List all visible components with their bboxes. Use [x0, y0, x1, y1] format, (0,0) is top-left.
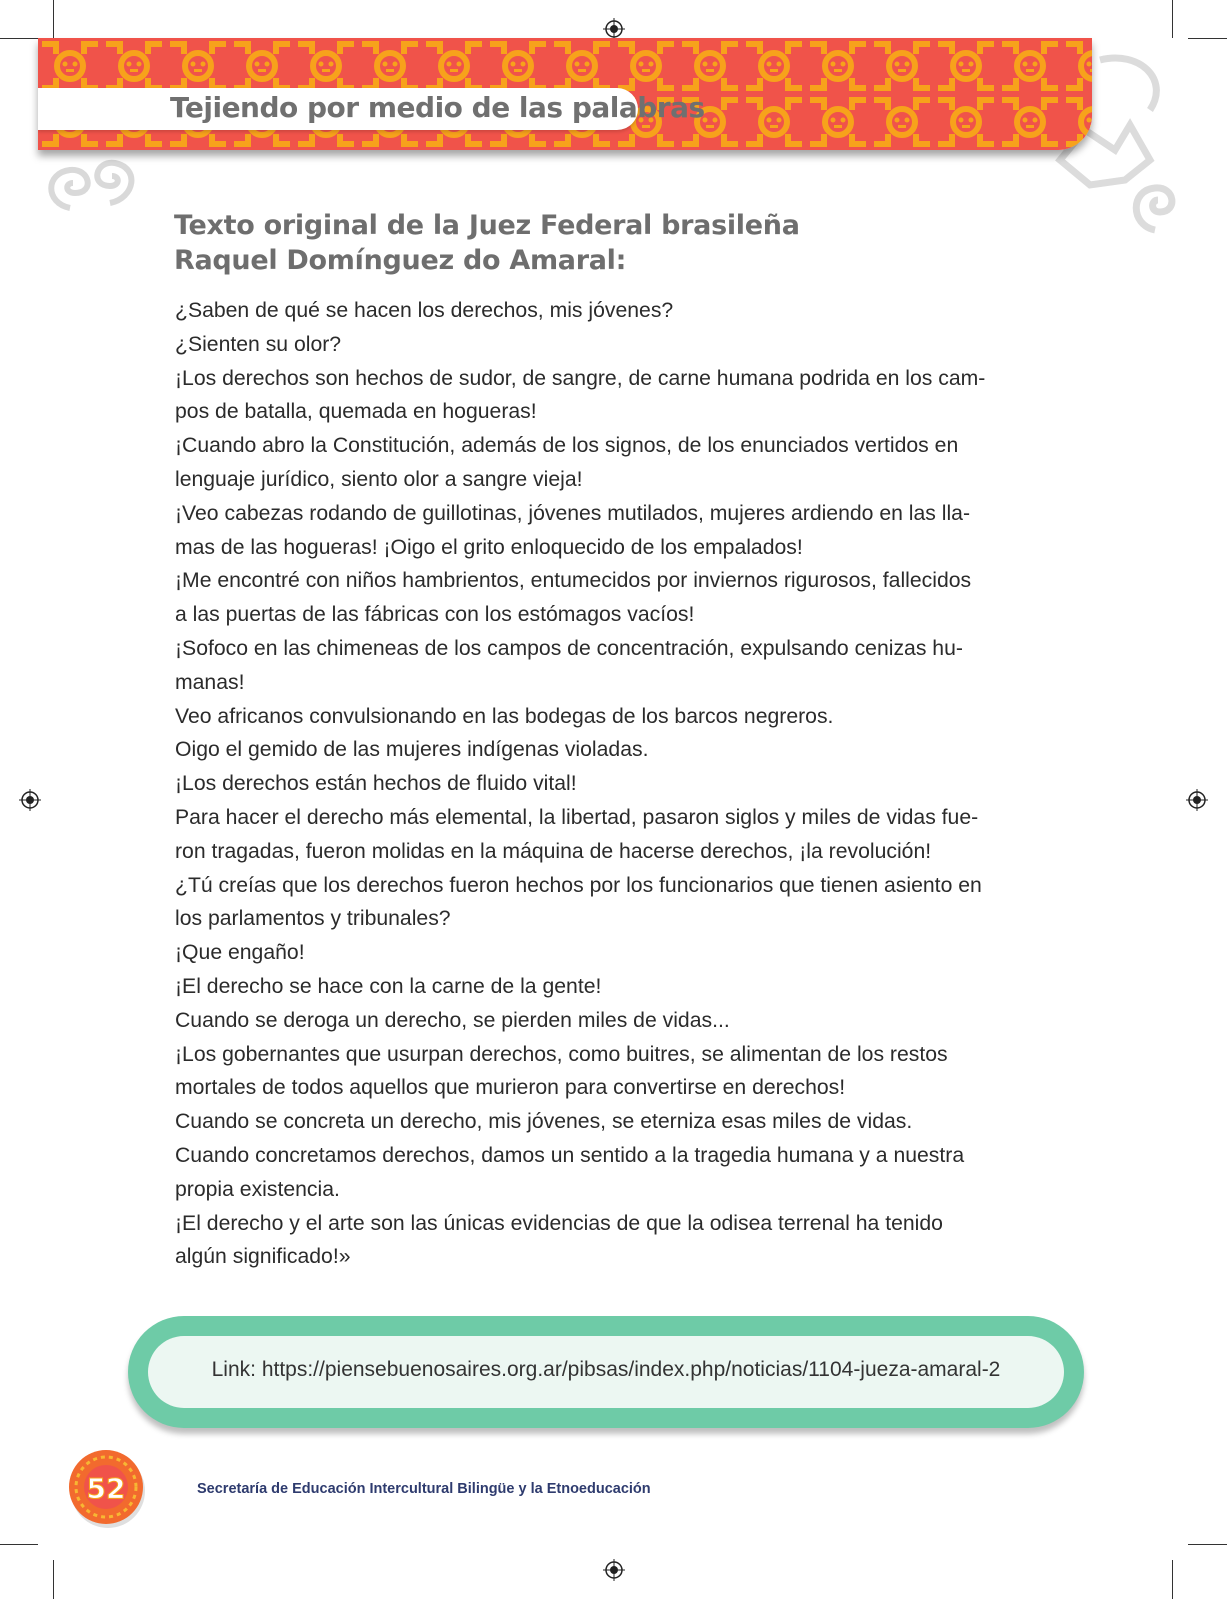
body-line: pos de batalla, quemada en hogueras!	[175, 400, 537, 424]
body-line: Veo africanos convulsionando en las bodegas de los barcos negreros.	[175, 704, 834, 728]
link-box	[128, 1316, 1084, 1428]
crop-mark	[1188, 1544, 1227, 1545]
body-line: Cuando se concreta un derecho, mis jóvenes, se eterniza esas miles de vidas.	[175, 1110, 913, 1134]
crop-mark	[53, 1560, 54, 1599]
body-line: lenguaje jurídico, siento olor a sangre vieja!	[175, 467, 583, 491]
body-line: ¡Veo cabezas rodando de guillotinas, jóvenes mutilados, mujeres ardiendo en las lla-	[175, 501, 971, 525]
footer-publisher: Secretaría de Educación Intercultural Bilingüe y la Etnoeducación	[197, 1481, 651, 1497]
body-line: ¡El derecho y el arte son las únicas evidencias de que la odisea terrenal ha tenido	[175, 1211, 943, 1235]
body-line: Cuando concretamos derechos, damos un sentido a la tragedia humana y a nuestra	[175, 1143, 965, 1167]
body-line: ¿Tú creías que los derechos fueron hechos por los funcionarios que tienen asiento en	[175, 873, 982, 897]
page-number: 52	[86, 1472, 126, 1505]
body-line: mortales de todos aquellos que murieron para convertirse en derechos!	[175, 1076, 846, 1100]
article-heading	[174, 208, 874, 278]
article-body	[175, 294, 1045, 1274]
heading-line: Raquel Domínguez do Amaral:	[174, 245, 627, 276]
crop-mark	[1188, 38, 1227, 39]
registration-mark-icon	[603, 18, 625, 40]
body-line: mas de las hogueras! ¡Oigo el grito enloquecido de los empalados!	[175, 535, 803, 559]
body-line: ¡Que engaño!	[175, 941, 305, 965]
registration-mark-icon	[1186, 789, 1208, 811]
crop-mark	[0, 1544, 38, 1545]
body-line: propia existencia.	[175, 1177, 340, 1201]
crop-mark	[1172, 0, 1173, 38]
registration-mark-icon	[603, 1559, 625, 1581]
body-line: ¡El derecho se hace con la carne de la gente!	[175, 974, 602, 998]
crop-mark	[53, 0, 54, 38]
body-line: manas!	[175, 670, 245, 694]
body-line: ¿Saben de qué se hacen los derechos, mis jóvenes?	[175, 299, 674, 322]
spiral-ornament-icon	[40, 148, 150, 218]
body-line: algún significado!»	[175, 1245, 351, 1269]
body-line: ¡Los derechos están hechos de fluido vital!	[175, 772, 577, 796]
body-line: ¡Sofoco en las chimeneas de los campos de concentración, expulsando cenizas hu-	[175, 636, 963, 660]
body-line: ¡Los gobernantes que usurpan derechos, como buitres, se alimentan de los restos	[175, 1042, 948, 1066]
body-line: ¿Sienten su olor?	[175, 332, 342, 356]
body-line: ¡Los derechos son hechos de sudor, de sangre, de carne humana podrida en los cam-	[175, 366, 986, 390]
body-line: ¡Me encontré con niños hambrientos, entumecidos por inviernos rigurosos, fallecidos	[175, 569, 972, 593]
link-box-inner	[148, 1336, 1064, 1408]
body-line: Cuando se deroga un derecho, se pierden miles de vidas...	[175, 1008, 730, 1032]
body-line: Oigo el gemido de las mujeres indígenas violadas.	[175, 738, 649, 762]
crop-mark	[1172, 1560, 1173, 1599]
source-link[interactable]: Link: https://piensebuenosaires.org.ar/pibsas/index.php/noticias/1104-jueza-amaral-2	[211, 1358, 1001, 1381]
header-banner	[38, 38, 1092, 150]
registration-mark-icon	[19, 789, 41, 811]
body-line: Para hacer el derecho más elemental, la libertad, pasaron siglos y miles de vidas fue-	[175, 805, 979, 829]
body-line: los parlamentos y tribunales?	[175, 907, 451, 931]
page-number-badge	[68, 1449, 148, 1529]
body-line: ron tragadas, fueron molidas en la máquina de hacerse derechos, ¡la revolución!	[175, 839, 932, 863]
body-line: ¡Cuando abro la Constitución, además de los signos, de los enunciados vertidos en	[175, 434, 959, 458]
body-line: a las puertas de las fábricas con los estómagos vacíos!	[175, 603, 695, 627]
section-title-pill	[38, 88, 705, 130]
heading-line: Texto original de la Juez Federal brasileña	[174, 210, 800, 241]
crop-mark	[0, 38, 38, 39]
header-title: Tejiendo por medio de las palabras	[170, 91, 705, 124]
